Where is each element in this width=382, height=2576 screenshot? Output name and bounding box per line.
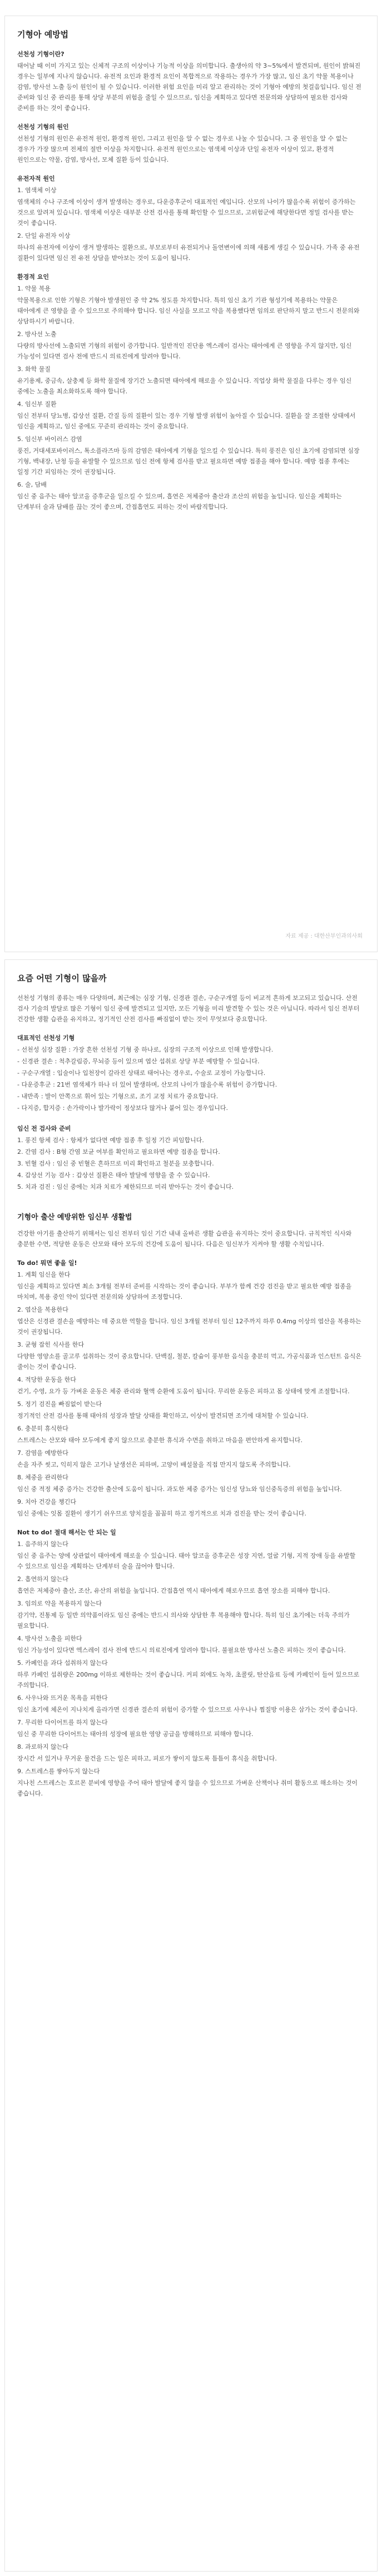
subheading: 1. 약물 복용	[17, 285, 51, 292]
paragraph: 선천성 기형의 원인은 유전적 원인, 환경적 원인, 그리고 원인을 알 수 없는 경우로 나눌 수 있습니다. 그 중 원인을 알 수 없는 경우가 가장 많으며 전체의 절반 이상을 차지합니다. 유전적 원인으로는 염색체 이상과 단일 유전자 이상이 있고, 환경적 원인으로는 약물, 감염, 방사선, 모체 질환 등이 있습니다.	[17, 135, 348, 163]
notdo-item-body: 임신 중 무리한 다이어트는 태아의 성장에 필요한 영양 공급을 방해하므로 피해야 합니다.	[17, 1730, 254, 1738]
notdo-item-title: 4. 방사선 노출을 피한다	[17, 1635, 82, 1642]
paragraph: 선천성 기형의 종류는 매우 다양하며, 최근에는 심장 기형, 신경관 결손, 구순구개열 등이 비교적 흔하게 보고되고 있습니다. 산전 검사 기술의 발달로 많은 기형이 임신 중에 발견되고 있지만, 모든 기형을 미리 발견할 수 있는 것은 아닙니다. 따라서 임신 전부터 건강한 생활 습관을 유지하고, 정기적인 산전 검사를 빠짐없이 받는 것이 무엇보다 중요합니다.	[17, 994, 360, 1023]
list-item: - 신경관 결손 : 척추갈림증, 무뇌증 등이 있으며 엽산 섭취로 상당 부분 예방할 수 있습니다.	[17, 1058, 260, 1065]
todo-item-title: 8. 체중을 관리한다	[17, 1474, 68, 1481]
section-heading: 유전자적 원인	[17, 175, 55, 182]
article-card-lifestyle	[4, 959, 378, 2572]
todo-item-title: 5. 정기 검진을 빠짐없이 받는다	[17, 1400, 102, 1408]
todo-item-body: 스트레스는 산모와 태아 모두에게 좋지 않으므로 충분한 휴식과 수면을 취하고 마음을 편안하게 유지합니다.	[17, 1437, 302, 1444]
notdo-item-title: 2. 흡연하지 않는다	[17, 1575, 68, 1583]
subheading: 2. 방사선 노출	[17, 331, 57, 338]
todo-item-title: 1. 계획 임신을 한다	[17, 1271, 71, 1278]
paragraph: 풍진, 거대세포바이러스, 톡소플라즈마 등의 감염은 태아에게 기형을 일으킬 수 있습니다. 특히 풍진은 임신 초기에 감염되면 심장 기형, 백내장, 난청 등을 유발할 수 있으므로 임신 전에 항체 검사를 받고 필요하면 예방 접종을 해야 합니다. 예방 접종 후에는 일정 기간 피임하는 것이 권장됩니다.	[17, 447, 360, 476]
card-title: 요즘 어떤 기형이 많을까	[17, 973, 107, 983]
todo-item-body: 엽산은 신경관 결손을 예방하는 데 중요한 역할을 합니다. 임신 3개월 전부터 임신 12주까지 하루 0.4mg 이상의 엽산을 복용하는 것이 권장됩니다.	[17, 1318, 361, 1335]
todo-item-title: 2. 엽산을 복용한다	[17, 1306, 68, 1313]
section-heading: 선천성 기형이란?	[17, 51, 65, 58]
paragraph: 하나의 유전자에 이상이 생겨 발생하는 질환으로, 부모로부터 유전되거나 돌연변이에 의해 새롭게 생길 수 있습니다. 가족 중 유전 질환이 있다면 임신 전 유전 상담을 받아보는 것이 도움이 됩니다.	[17, 244, 360, 262]
todo-list	[17, 1269, 363, 1519]
section-heading: 대표적인 선천성 기형	[17, 1034, 75, 1042]
list-item: - 선천성 심장 질환 : 가장 흔한 선천성 기형 중 하나로, 심장의 구조적 이상으로 인해 발생합니다.	[17, 1046, 274, 1053]
notdo-item-body: 장시간 서 있거나 무거운 물건을 드는 일은 피하고, 피로가 쌓이지 않도록 틈틈이 휴식을 취합니다.	[17, 1755, 277, 1762]
notdo-item-title: 8. 과로하지 않는다	[17, 1743, 68, 1750]
paragraph: 유기용제, 중금속, 살충제 등 화학 물질에 장기간 노출되면 태아에게 해로울 수 있습니다. 직업상 화학 물질을 다루는 경우 임신 중에는 노출을 최소화하도록 해야 합니다.	[17, 377, 352, 395]
article-body	[17, 993, 363, 1799]
list-item: 3. 빈혈 검사 : 임신 중 빈혈은 흔하므로 미리 확인하고 철분을 보충합니다.	[17, 1160, 214, 1167]
notdo-item-body: 임신 중 음주는 양에 상관없이 태아에게 해로울 수 있습니다. 태아 알코올 증후군은 성장 지연, 얼굴 기형, 지적 장애 등을 유발할 수 있으므로 임신을 계획하는 단계부터 술을 끊어야 합니다.	[17, 1552, 356, 1570]
notdo-item-title: 3. 임의로 약을 복용하지 않는다	[17, 1600, 102, 1607]
todo-item-body: 정기적인 산전 검사를 통해 태아의 성장과 발달 상태를 확인하고, 이상이 발견되면 조기에 대처할 수 있습니다.	[17, 1412, 309, 1419]
list-item: 5. 치과 검진 : 임신 중에는 치과 치료가 제한되므로 미리 받아두는 것이 좋습니다.	[17, 1183, 234, 1191]
todo-item-body: 임신 중에는 잇몸 질환이 생기기 쉬우므로 양치질을 꼼꼼히 하고 정기적으로 치과 검진을 받는 것이 좋습니다.	[17, 1510, 306, 1517]
paragraph: 건강한 아기를 출산하기 위해서는 임신 전부터 임신 기간 내내 올바른 생활 습관을 유지하는 것이 중요합니다. 규칙적인 식사와 충분한 수면, 적당한 운동은 산모와 태아 모두의 건강에 도움이 됩니다. 다음은 임신부가 지켜야 할 생활 수칙입니다.	[17, 1230, 352, 1248]
notdo-item-title: 1. 음주하지 않는다	[17, 1540, 68, 1548]
defect-list	[17, 1044, 363, 1113]
list-item: - 구순구개열 : 입술이나 입천장이 갈라진 상태로 태어나는 경우로, 수술로 교정이 가능합니다.	[17, 1069, 266, 1077]
paragraph: 임신 중 음주는 태아 알코올 증후군을 일으킬 수 있으며, 흡연은 저체중아 출산과 조산의 위험을 높입니다. 임신을 계획하는 단계부터 술과 담배를 끊는 것이 좋으며, 간접흡연도 피하는 것이 바람직합니다.	[17, 493, 342, 511]
todo-item-title: 3. 균형 잡힌 식사를 한다	[17, 1341, 85, 1348]
subheading: 5. 임신부 바이러스 감염	[17, 436, 82, 443]
list-item: 4. 갑상선 기능 검사 : 갑상선 질환은 태아 발달에 영향을 줄 수 있습니다.	[17, 1172, 210, 1179]
notdo-item-body: 감기약, 진통제 등 일반 의약품이라도 임신 중에는 반드시 의사와 상담한 후 복용해야 합니다. 특히 임신 초기에는 더욱 주의가 필요합니다.	[17, 1612, 350, 1629]
checkup-list	[17, 1135, 363, 1192]
notdo-item-body: 흡연은 저체중아 출산, 조산, 유산의 위험을 높입니다. 간접흡연 역시 태아에게 해로우므로 흡연 장소를 피해야 합니다.	[17, 1587, 330, 1594]
list-item: 2. 간염 검사 : B형 간염 보균 여부를 확인하고 필요하면 예방 접종을 합니다.	[17, 1148, 220, 1156]
todo-heading: To do! 뭐면 좋을 일!	[17, 1259, 77, 1267]
list-item: - 다지증, 합지증 : 손가락이나 발가락이 정상보다 많거나 붙어 있는 경우입니다.	[17, 1104, 229, 1112]
subheading: 2. 단일 유전자 이상	[17, 232, 71, 239]
list-item: 1. 풍진 항체 검사 : 항체가 없다면 예방 접종 후 일정 기간 피임합니다.	[17, 1137, 204, 1144]
notdo-item-body: 하루 카페인 섭취량은 200mg 이하로 제한하는 것이 좋습니다. 커피 외에도 녹차, 초콜릿, 탄산음료 등에 카페인이 들어 있으므로 주의합니다.	[17, 1671, 360, 1689]
notdo-item-title: 6. 사우나와 뜨거운 목욕을 피한다	[17, 1694, 108, 1702]
todo-item-body: 임신 중 적정 체중 증가는 건강한 출산에 도움이 됩니다. 과도한 체중 증가는 임신성 당뇨와 임신중독증의 위험을 높입니다.	[17, 1485, 342, 1493]
section-heading: 임신 전 검사와 준비	[17, 1125, 71, 1132]
subheading: 1. 염색체 이상	[17, 187, 57, 194]
source-credit: 자료 제공 : 대한산부인과의사회	[285, 933, 363, 939]
notdo-item-body: 지나친 스트레스는 호르몬 분비에 영향을 주어 태아 발달에 좋지 않을 수 있으므로 가벼운 산책이나 취미 활동으로 해소하는 것이 좋습니다.	[17, 1779, 358, 1797]
todo-item-body: 손을 자주 씻고, 익히지 않은 고기나 날생선은 피하며, 고양이 배설물을 직접 만지지 않도록 주의합니다.	[17, 1461, 291, 1468]
list-item: - 다운증후군 : 21번 염색체가 하나 더 있어 발생하며, 산모의 나이가 많을수록 위험이 증가합니다.	[17, 1081, 277, 1088]
list-item: - 내반족 : 발이 안쪽으로 휘어 있는 기형으로, 조기 교정 치료가 중요합니다.	[17, 1093, 219, 1100]
notdo-item-title: 7. 무리한 다이어트를 하지 않는다	[17, 1719, 108, 1726]
notdo-list	[17, 1539, 363, 1799]
todo-item-title: 7. 감염을 예방한다	[17, 1449, 68, 1457]
paragraph: 염색체의 수나 구조에 이상이 생겨 발생하는 경우로, 다운증후군이 대표적인 예입니다. 산모의 나이가 많을수록 위험이 증가하는 것으로 알려져 있습니다. 염색체 이상은 대부분 산전 검사를 통해 확인할 수 있으므로, 고위험군에 해당한다면 정밀 검사를 받는 것이 좋습니다.	[17, 198, 356, 227]
todo-item-body: 다양한 영양소를 골고루 섭취하는 것이 중요합니다. 단백질, 철분, 칼슘이 풍부한 음식을 충분히 먹고, 가공식품과 인스턴트 음식은 줄이는 것이 좋습니다.	[17, 1353, 361, 1370]
notdo-heading: Not to do! 절대 해서는 안 되는 일	[17, 1529, 116, 1536]
article-body	[17, 49, 363, 512]
card-title: 기형아 예방법	[17, 29, 69, 39]
notdo-item-body: 임신 가능성이 있다면 엑스레이 검사 전에 반드시 의료진에게 알려야 합니다. 불필요한 방사선 노출은 피하는 것이 좋습니다.	[17, 1647, 346, 1654]
article-card-prevention	[4, 16, 378, 952]
section-heading: 환경적 요인	[17, 273, 49, 281]
paragraph: 태어날 때 이미 가지고 있는 신체적 구조의 이상이나 기능적 이상을 의미합니다. 출생아의 약 3~5%에서 발견되며, 원인이 밝혀진 경우는 일부에 지나지 않습니다. 유전적 요인과 환경적 요인이 복합적으로 작용하는 경우가 가장 많고, 임신 초기 약물 복용이나 감염, 방사선 노출 등이 원인이 될 수 있습니다. 이러한 위험 요인을 미리 알고 관리하는 것이 기형아 예방의 첫걸음입니다. 임신 전 준비와 임신 중 관리를 통해 상당 부분의 위험을 줄일 수 있으므로, 임신을 계획하고 있다면 전문의와 상담하여 필요한 검사와 준비를 하는 것이 좋습니다.	[17, 62, 361, 112]
paragraph: 약물복용으로 인한 기형은 기형아 발생원인 중 약 2% 정도를 차지합니다. 특히 임신 초기 기관 형성기에 복용하는 약물은 태아에게 큰 영향을 줄 수 있으므로 주의해야 합니다. 임신 사실을 모르고 약을 복용했다면 임의로 판단하지 말고 반드시 전문의와 상담하시기 바랍니다.	[17, 297, 360, 325]
paragraph: 임신 전부터 당뇨병, 갑상선 질환, 간질 등의 질환이 있는 경우 기형 발생 위험이 높아질 수 있습니다. 질환을 잘 조절한 상태에서 임신을 계획하고, 임신 중에도 꾸준히 관리하는 것이 중요합니다.	[17, 412, 356, 430]
notdo-item-title: 9. 스트레스를 쌓아두지 않는다	[17, 1768, 100, 1775]
section-title: 기형아 출산 예방위한 임신부 생활법	[17, 1213, 132, 1222]
notdo-item-body: 임신 초기에 체온이 지나치게 올라가면 신경관 결손의 위험이 증가할 수 있으므로 사우나나 찜질방 이용은 삼가는 것이 좋습니다.	[17, 1706, 358, 1713]
subheading: 6. 술, 담배	[17, 481, 47, 488]
todo-item-body: 걷기, 수영, 요가 등 가벼운 운동은 체중 관리와 혈액 순환에 도움이 됩니다. 무리한 운동은 피하고 몸 상태에 맞게 조절합니다.	[17, 1388, 350, 1395]
todo-item-title: 9. 치아 건강을 챙긴다	[17, 1498, 76, 1505]
todo-item-title: 4. 적당한 운동을 한다	[17, 1376, 76, 1383]
todo-item-title: 6. 충분히 휴식한다	[17, 1425, 68, 1432]
todo-item-body: 임신을 계획하고 있다면 최소 3개월 전부터 준비를 시작하는 것이 좋습니다. 부부가 함께 건강 검진을 받고 필요한 예방 접종을 마치며, 복용 중인 약이 있다면 전문의와 상담하여 조정합니다.	[17, 1283, 352, 1300]
notdo-item-title: 5. 카페인을 과다 섭취하지 않는다	[17, 1659, 108, 1667]
section-heading: 선천성 기형의 원인	[17, 123, 69, 131]
subheading: 4. 임신부 질환	[17, 401, 57, 408]
subheading: 3. 화학 물질	[17, 366, 51, 373]
paragraph: 다량의 방사선에 노출되면 기형의 위험이 증가합니다. 일반적인 진단용 엑스레이 검사는 태아에게 큰 영향을 주지 않지만, 임신 가능성이 있다면 검사 전에 반드시 의료진에게 알려야 합니다.	[17, 342, 352, 360]
